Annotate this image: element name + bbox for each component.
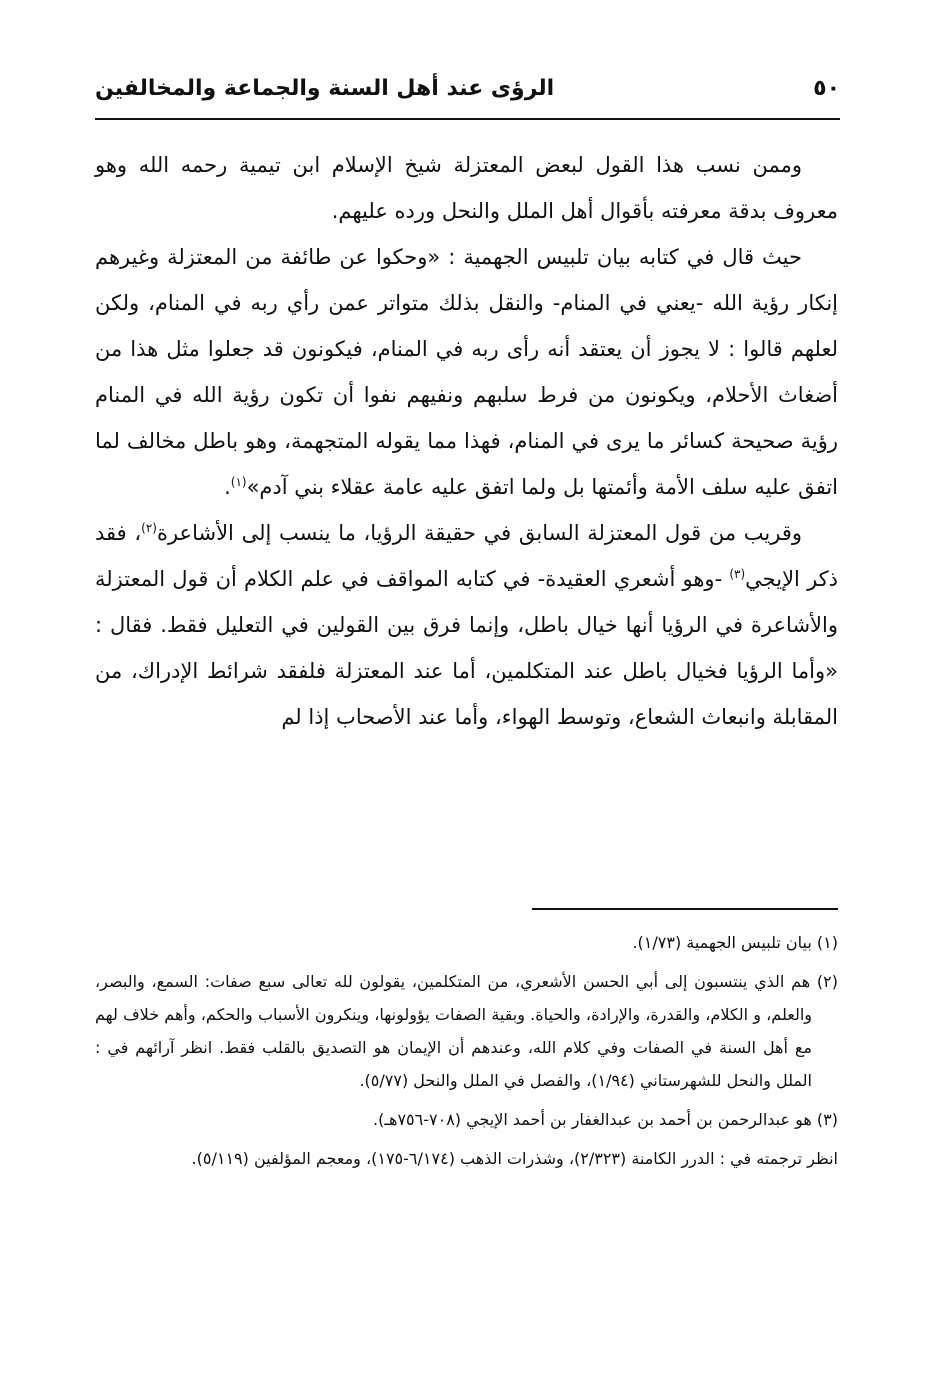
page-header <box>95 72 840 112</box>
paragraph-3 <box>95 510 838 740</box>
page-number: ٥٠ <box>813 76 840 101</box>
paragraph-3-text-b: ، فقد ذكر الإيجي <box>95 521 838 591</box>
footnote-3: (٣) هو عبدالرحمن بن أحمد بن عبدالغفار بن أحمد الإيجي (٧٠٨-٧٥٦هـ). <box>373 1110 838 1129</box>
header-divider <box>95 118 840 120</box>
main-text <box>95 142 838 740</box>
paragraph-2-text: حيث قال في كتابه بيان تلبيس الجهمية : «وحكوا عن طائفة من المعتزلة وغيرهم إنكار رؤية الله -يعني في المنام- والنقل بذلك متواتر عمن رأي ربه في المنام، ولكن لعلهم قالوا : لا يجوز أن يعتقد أنه رأى ربه في المنام، فيكونون قد جعلوا مثل هذا من أضغاث الأحلام، ويكونون من فرط سلبهم ونفيهم نفوا أن تكون رؤية الله في المنام رؤية صحيحة كسائر ما يرى في المنام، فهذا مما يقوله المتجهمة، وهو باطل مخالف لما اتفق عليه سلف الأمة وأئمتها بل ولما اتفق عليه عامة عقلاء بني آدم» <box>95 245 838 499</box>
paragraph-3-text-c: -وهو أشعري العقيدة- في كتابه المواقف في علم الكلام أن قول المعتزلة والأشاعرة في الرؤيا أنها خيال باطل، وإنما فرق بين القولين في التعليل فقط. فقال : «وأما الرؤيا فخيال باطل عند المتكلمين، أما عند المعتزلة فلفقد شرائط الإدراك، من المقابلة وانبعاث الشعاع، وتوسط الهواء، وأما عند الأصحاب إذا لم <box>95 567 838 729</box>
paragraph-2-end: . <box>224 475 231 499</box>
footnotes <box>95 926 838 1181</box>
footnote-2: (٢) هم الذي ينتسبون إلى أبي الحسن الأشعري، من المتكلمين، يقولون لله تعالى سبع صفات: السمع، والبصر، والعلم، و الكلام، والقدرة، والإرادة، والحياة. وبقية الصفات يؤولونها، وينكرون الأسباب والحكم، وأهم خلاف لهم مع أهل السنة في الصفات وفي كلام الله، وعندهم أن الإيمان هو التصديق بالقلب فقط. انظر آرائهم في : الملل والنحل للشهرستاني (١/٩٤)، والفصل في الملل والنحل (٥/٧٧). <box>95 972 838 1090</box>
paragraph-3-text-a: وقريب من قول المعتزلة السابق في حقيقة الرؤيا، ما ينسب إلى الأشاعرة <box>156 521 802 545</box>
footnote-3-continuation: انظر ترجمته في : الدرر الكامنة (٢/٣٢٣)، وشذرات الذهب (٦/١٧٤-١٧٥)، ومعجم المؤلفين (٥/١١٩). <box>191 1149 838 1168</box>
footnote-ref-2: (٢) <box>141 521 157 535</box>
footnote-ref-1: (١) <box>230 475 247 489</box>
paragraph-2 <box>95 234 838 510</box>
footnote-ref-3: (٣) <box>729 567 746 581</box>
running-title: الرؤى عند أهل السنة والجماعة والمخالفين <box>95 76 555 101</box>
paragraph-1: وممن نسب هذا القول لبعض المعتزلة شيخ الإسلام ابن تيمية رحمه الله وهو معروف بدقة معرفته بأقوال أهل الملل والنحل ورده عليهم. <box>95 153 838 223</box>
footnote-divider <box>532 908 838 910</box>
footnote-1: (١) بيان تلبيس الجهمية (١/٧٣). <box>632 933 838 952</box>
